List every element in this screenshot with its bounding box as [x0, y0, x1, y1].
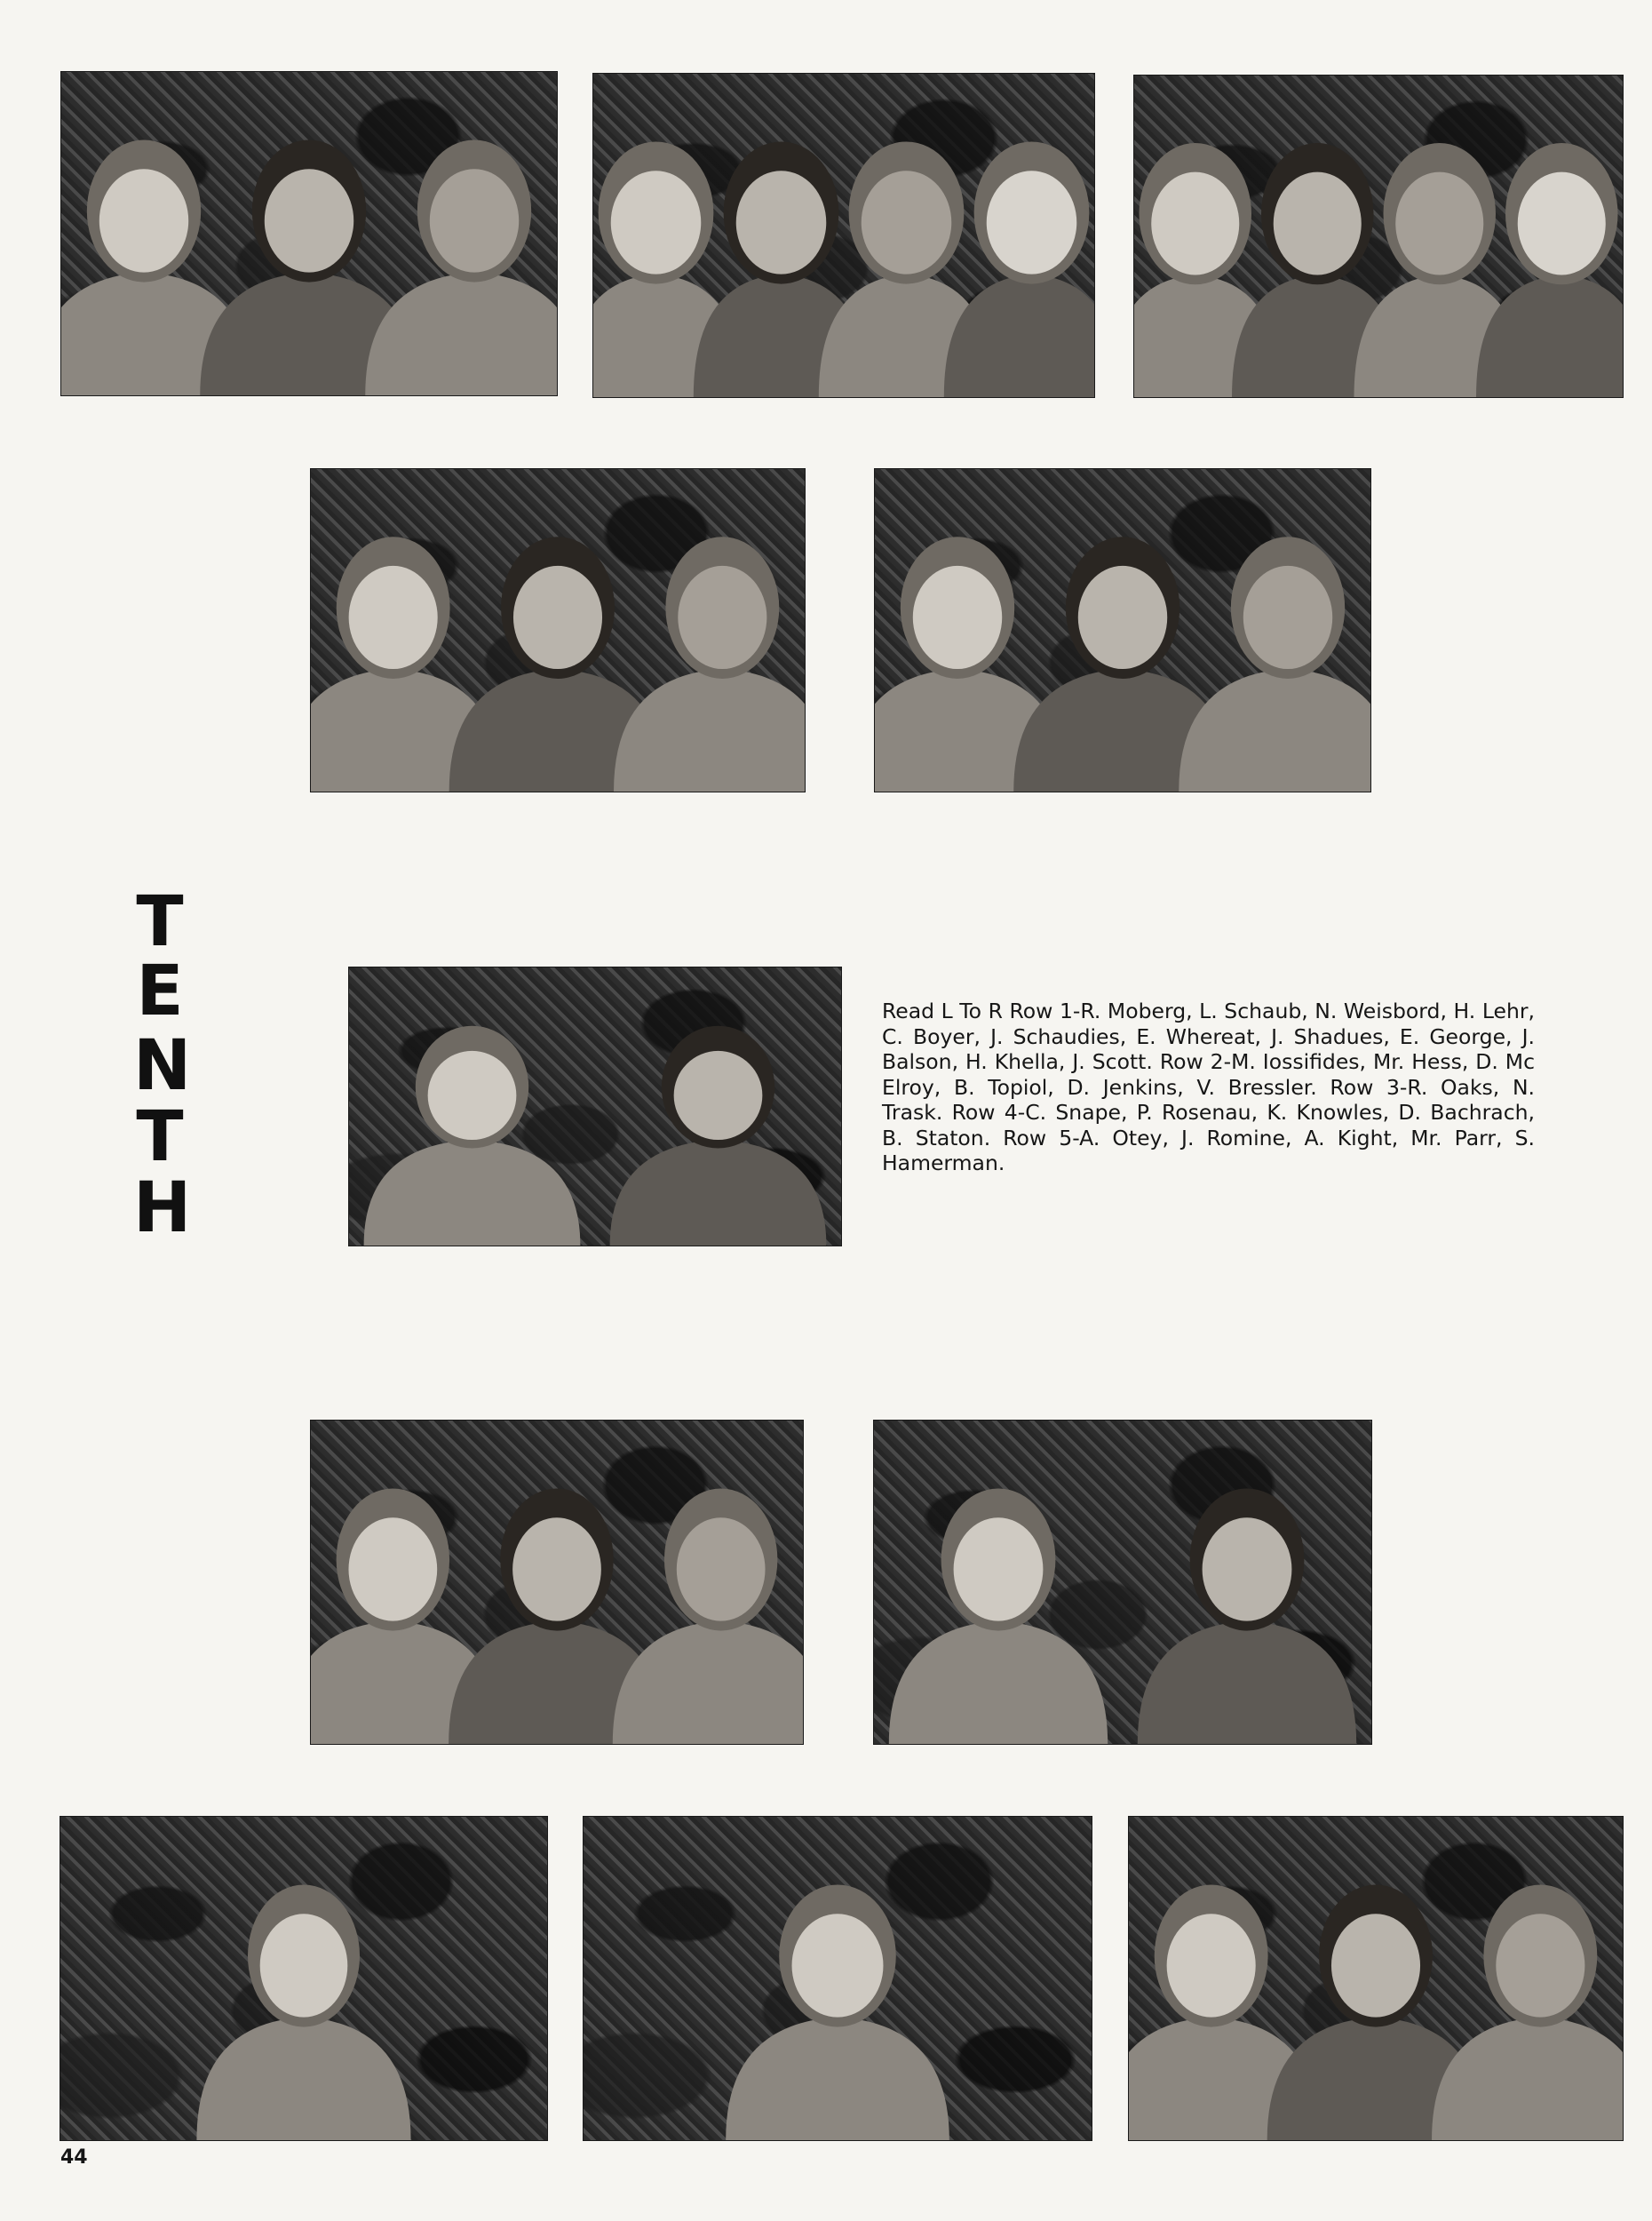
person-body	[610, 1140, 827, 1246]
photo-subjects	[311, 1421, 803, 1744]
person-body	[364, 1140, 581, 1246]
group-photo-row3-1	[348, 967, 842, 1246]
person-face	[1395, 172, 1483, 275]
photo-subjects	[1129, 1817, 1623, 2140]
person-face	[674, 1051, 763, 1140]
person-body	[889, 1621, 1108, 1744]
title-letter-t: T	[136, 882, 184, 962]
person-body	[196, 2018, 410, 2140]
photo-subjects	[584, 1817, 1092, 2140]
person-body	[365, 273, 557, 395]
person-face	[678, 566, 766, 669]
photo-subjects	[875, 469, 1370, 792]
title-letter-e: E	[136, 951, 184, 1031]
photo-subjects	[311, 469, 805, 792]
person-face	[1167, 1914, 1256, 2017]
group-photo-row4-2	[873, 1420, 1372, 1745]
person-body	[1432, 2018, 1623, 2140]
group-photo-row1-3	[1133, 75, 1624, 398]
group-photo-row2-1	[310, 468, 806, 792]
person-face	[1496, 1914, 1584, 2017]
person-face	[987, 171, 1077, 274]
person-face	[862, 171, 952, 274]
photo-subjects	[60, 1817, 547, 2140]
person-body	[613, 1621, 803, 1744]
person-body	[1138, 1621, 1356, 1744]
person-face	[260, 1914, 348, 2017]
person-face	[513, 566, 602, 669]
photo-subjects	[593, 74, 1094, 397]
person-face	[430, 169, 519, 272]
person-face	[954, 1517, 1044, 1620]
person-face	[1151, 172, 1239, 275]
person-face	[349, 566, 438, 669]
person-face	[1243, 566, 1332, 669]
person-face	[677, 1517, 766, 1620]
group-photo-row5-1	[60, 1816, 548, 2141]
person-face	[792, 1914, 884, 2017]
photo-subjects	[874, 1421, 1371, 1744]
photo-subjects	[61, 72, 557, 395]
page-number: 44	[60, 2146, 88, 2169]
group-photo-row2-2	[874, 468, 1371, 792]
person-face	[1331, 1914, 1420, 2017]
person-face	[265, 169, 353, 272]
title-letter-t2: T	[136, 1097, 184, 1177]
person-face	[1518, 172, 1606, 275]
group-photo-row4-1	[310, 1420, 804, 1745]
person-face	[99, 169, 188, 272]
person-face	[512, 1517, 601, 1620]
person-body	[726, 2018, 949, 2140]
photo-caption: Read L To R Row 1-R. Moberg, L. Schaub, N. Weisbord, H. Lehr, C. Boyer, J. Schaudies, E. Whereat, J. Shadues, E. George, J. Balson, H. Khella, J. Scott. Row 2-M. Iossifides, Mr. Hess, D. Mc Elroy, B. Topiol, D. Jenkins, V. Bressler. Row 3-R. Oaks, N. Trask. Row 4-C. Snape, P. Rosenau, K. Knowles, D. Bachrach, B. Staton. Row 5-A. Otey, J. Romine, A. Kight, Mr. Parr, S. Hamerman.	[882, 999, 1535, 1175]
title-letter-n: N	[133, 1026, 192, 1106]
person-face	[1078, 566, 1167, 669]
group-photo-row1-2	[592, 73, 1095, 398]
group-photo-row5-2	[583, 1816, 1092, 2141]
title-letter-h: H	[133, 1168, 192, 1248]
person-face	[611, 171, 702, 274]
group-photo-row5-3	[1128, 1816, 1624, 2141]
person-face	[913, 566, 1002, 669]
person-body	[1476, 275, 1623, 397]
person-face	[1274, 172, 1362, 275]
person-body	[1179, 669, 1370, 792]
person-face	[736, 171, 827, 274]
person-body	[614, 669, 805, 792]
person-face	[1203, 1517, 1292, 1620]
group-photo-row1-1	[60, 71, 558, 396]
photo-subjects	[349, 967, 841, 1246]
photo-subjects	[1134, 76, 1623, 397]
person-face	[348, 1517, 437, 1620]
person-body	[944, 275, 1094, 397]
person-face	[428, 1051, 517, 1140]
